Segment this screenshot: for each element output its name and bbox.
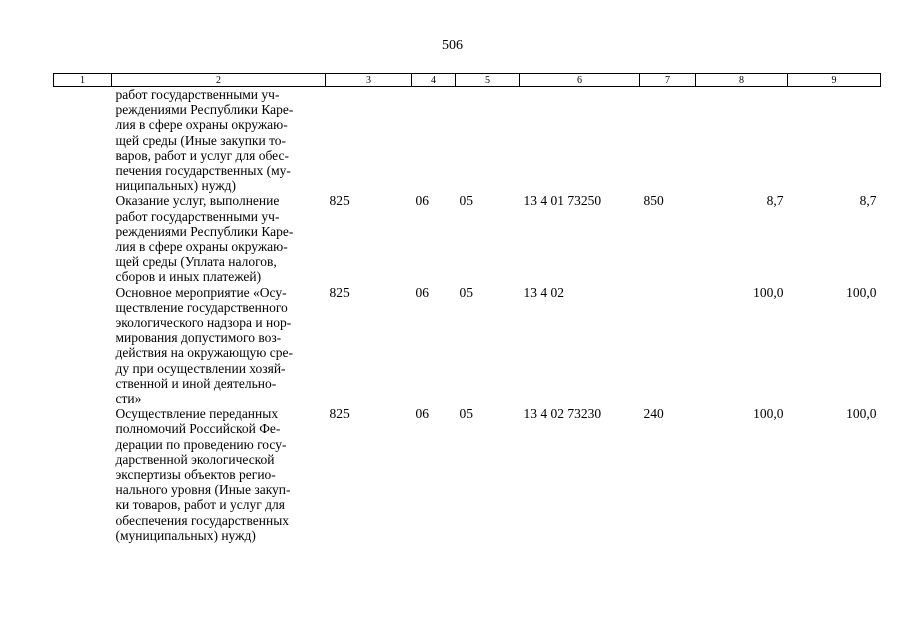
table-body (54, 87, 881, 544)
name-line: экологического надзора и нор- (115, 315, 292, 331)
cell-target-article (520, 87, 640, 194)
name-line: щей среды (Иные закупки то- (115, 132, 287, 148)
name-line: Оказание услуг, выполнение (115, 193, 280, 209)
name-line: Основное мероприятие «Осу- (115, 284, 287, 300)
cell-target-article: 13 4 01 73250 (523, 193, 602, 209)
name-line: ду при осуществлении хозяй- (115, 360, 286, 376)
name-line: нального уровня (Иные закуп- (115, 482, 291, 498)
cell-amount-1: 100,0 (753, 406, 784, 422)
header-col-5: 5 (456, 74, 520, 87)
name-line: печения государственных (му- (115, 163, 291, 179)
cell-name (112, 193, 326, 284)
cell-number (54, 87, 112, 194)
cell-expense-type (640, 285, 696, 407)
table-row (54, 193, 881, 284)
cell-amount-2 (788, 87, 881, 194)
header-col-8: 8 (696, 74, 788, 87)
cell-expense-type (640, 87, 696, 194)
cell-name (112, 285, 326, 407)
cell-number (54, 406, 112, 543)
cell-section: 06 (415, 193, 429, 209)
table-row (54, 285, 881, 407)
header-col-9: 9 (788, 74, 881, 87)
cell-number (54, 285, 112, 407)
name-line: полномочий Российской Фе- (115, 421, 281, 437)
name-line: реждениями Республики Каре- (115, 223, 294, 239)
name-line: работ государственными уч- (115, 208, 280, 224)
cell-amount-1: 100,0 (753, 284, 784, 300)
name-line: дарственной экологической (115, 451, 275, 467)
cell-amount-2: 100,0 (846, 284, 877, 300)
name-line: лия в сфере охраны окружаю- (115, 117, 288, 133)
cell-subsection: 05 (459, 406, 473, 422)
cell-admin (326, 87, 412, 194)
cell-expense-type: 850 (643, 193, 664, 209)
name-line: лия в сфере охраны окружаю- (115, 239, 288, 255)
table-header (54, 74, 881, 87)
cell-section (412, 87, 456, 194)
page-number: 506 (442, 38, 463, 53)
name-line: экспертизы объектов регио- (115, 467, 276, 483)
cell-target-article: 13 4 02 73230 (523, 406, 602, 422)
name-line: сборов и иных платежей) (115, 269, 262, 285)
name-line: щей среды (Уплата налогов, (115, 254, 277, 270)
cell-amount-1: 8,7 (766, 193, 784, 209)
cell-subsection: 05 (459, 193, 473, 209)
cell-expense-type: 240 (643, 406, 664, 422)
table-row (54, 87, 881, 194)
cell-amount-2: 100,0 (846, 406, 877, 422)
cell-amount-2: 8,7 (859, 193, 877, 209)
budget-table (53, 73, 881, 543)
cell-subsection (456, 87, 520, 194)
name-line: обеспечения государственных (115, 512, 290, 528)
name-line: мирования допустимого воз- (115, 330, 282, 346)
header-col-2: 2 (112, 74, 326, 87)
name-line: (муниципальных) нужд) (115, 527, 256, 543)
cell-section: 06 (415, 284, 429, 300)
name-line: сти» (115, 391, 142, 407)
name-line: ственной и иной деятельно- (115, 375, 277, 391)
name-line: реждениями Республики Каре- (115, 102, 294, 118)
header-col-1: 1 (54, 74, 112, 87)
cell-subsection: 05 (459, 284, 473, 300)
name-line: Осуществление переданных (115, 406, 279, 422)
cell-name (112, 406, 326, 543)
name-line: ки товаров, работ и услуг для (115, 497, 285, 513)
cell-amount-1 (696, 87, 788, 194)
header-col-3: 3 (326, 74, 412, 87)
name-line: дерации по проведению госу- (115, 436, 287, 452)
cell-admin: 825 (329, 193, 350, 209)
cell-section: 06 (415, 406, 429, 422)
name-line: варов, работ и услуг для обес- (115, 147, 289, 163)
header-col-7: 7 (640, 74, 696, 87)
header-row (54, 74, 881, 87)
cell-target-article: 13 4 02 (523, 284, 564, 300)
cell-number (54, 193, 112, 284)
name-line: ниципальных) нужд) (115, 178, 237, 194)
header-col-4: 4 (412, 74, 456, 87)
table-row (54, 406, 881, 543)
name-line: ществление государственного (115, 299, 288, 315)
name-line: работ государственными уч- (115, 87, 280, 102)
header-col-6: 6 (520, 74, 640, 87)
cell-admin: 825 (329, 284, 350, 300)
name-line: действия на окружающую сре- (115, 345, 293, 361)
cell-admin: 825 (329, 406, 350, 422)
cell-name (112, 87, 326, 194)
